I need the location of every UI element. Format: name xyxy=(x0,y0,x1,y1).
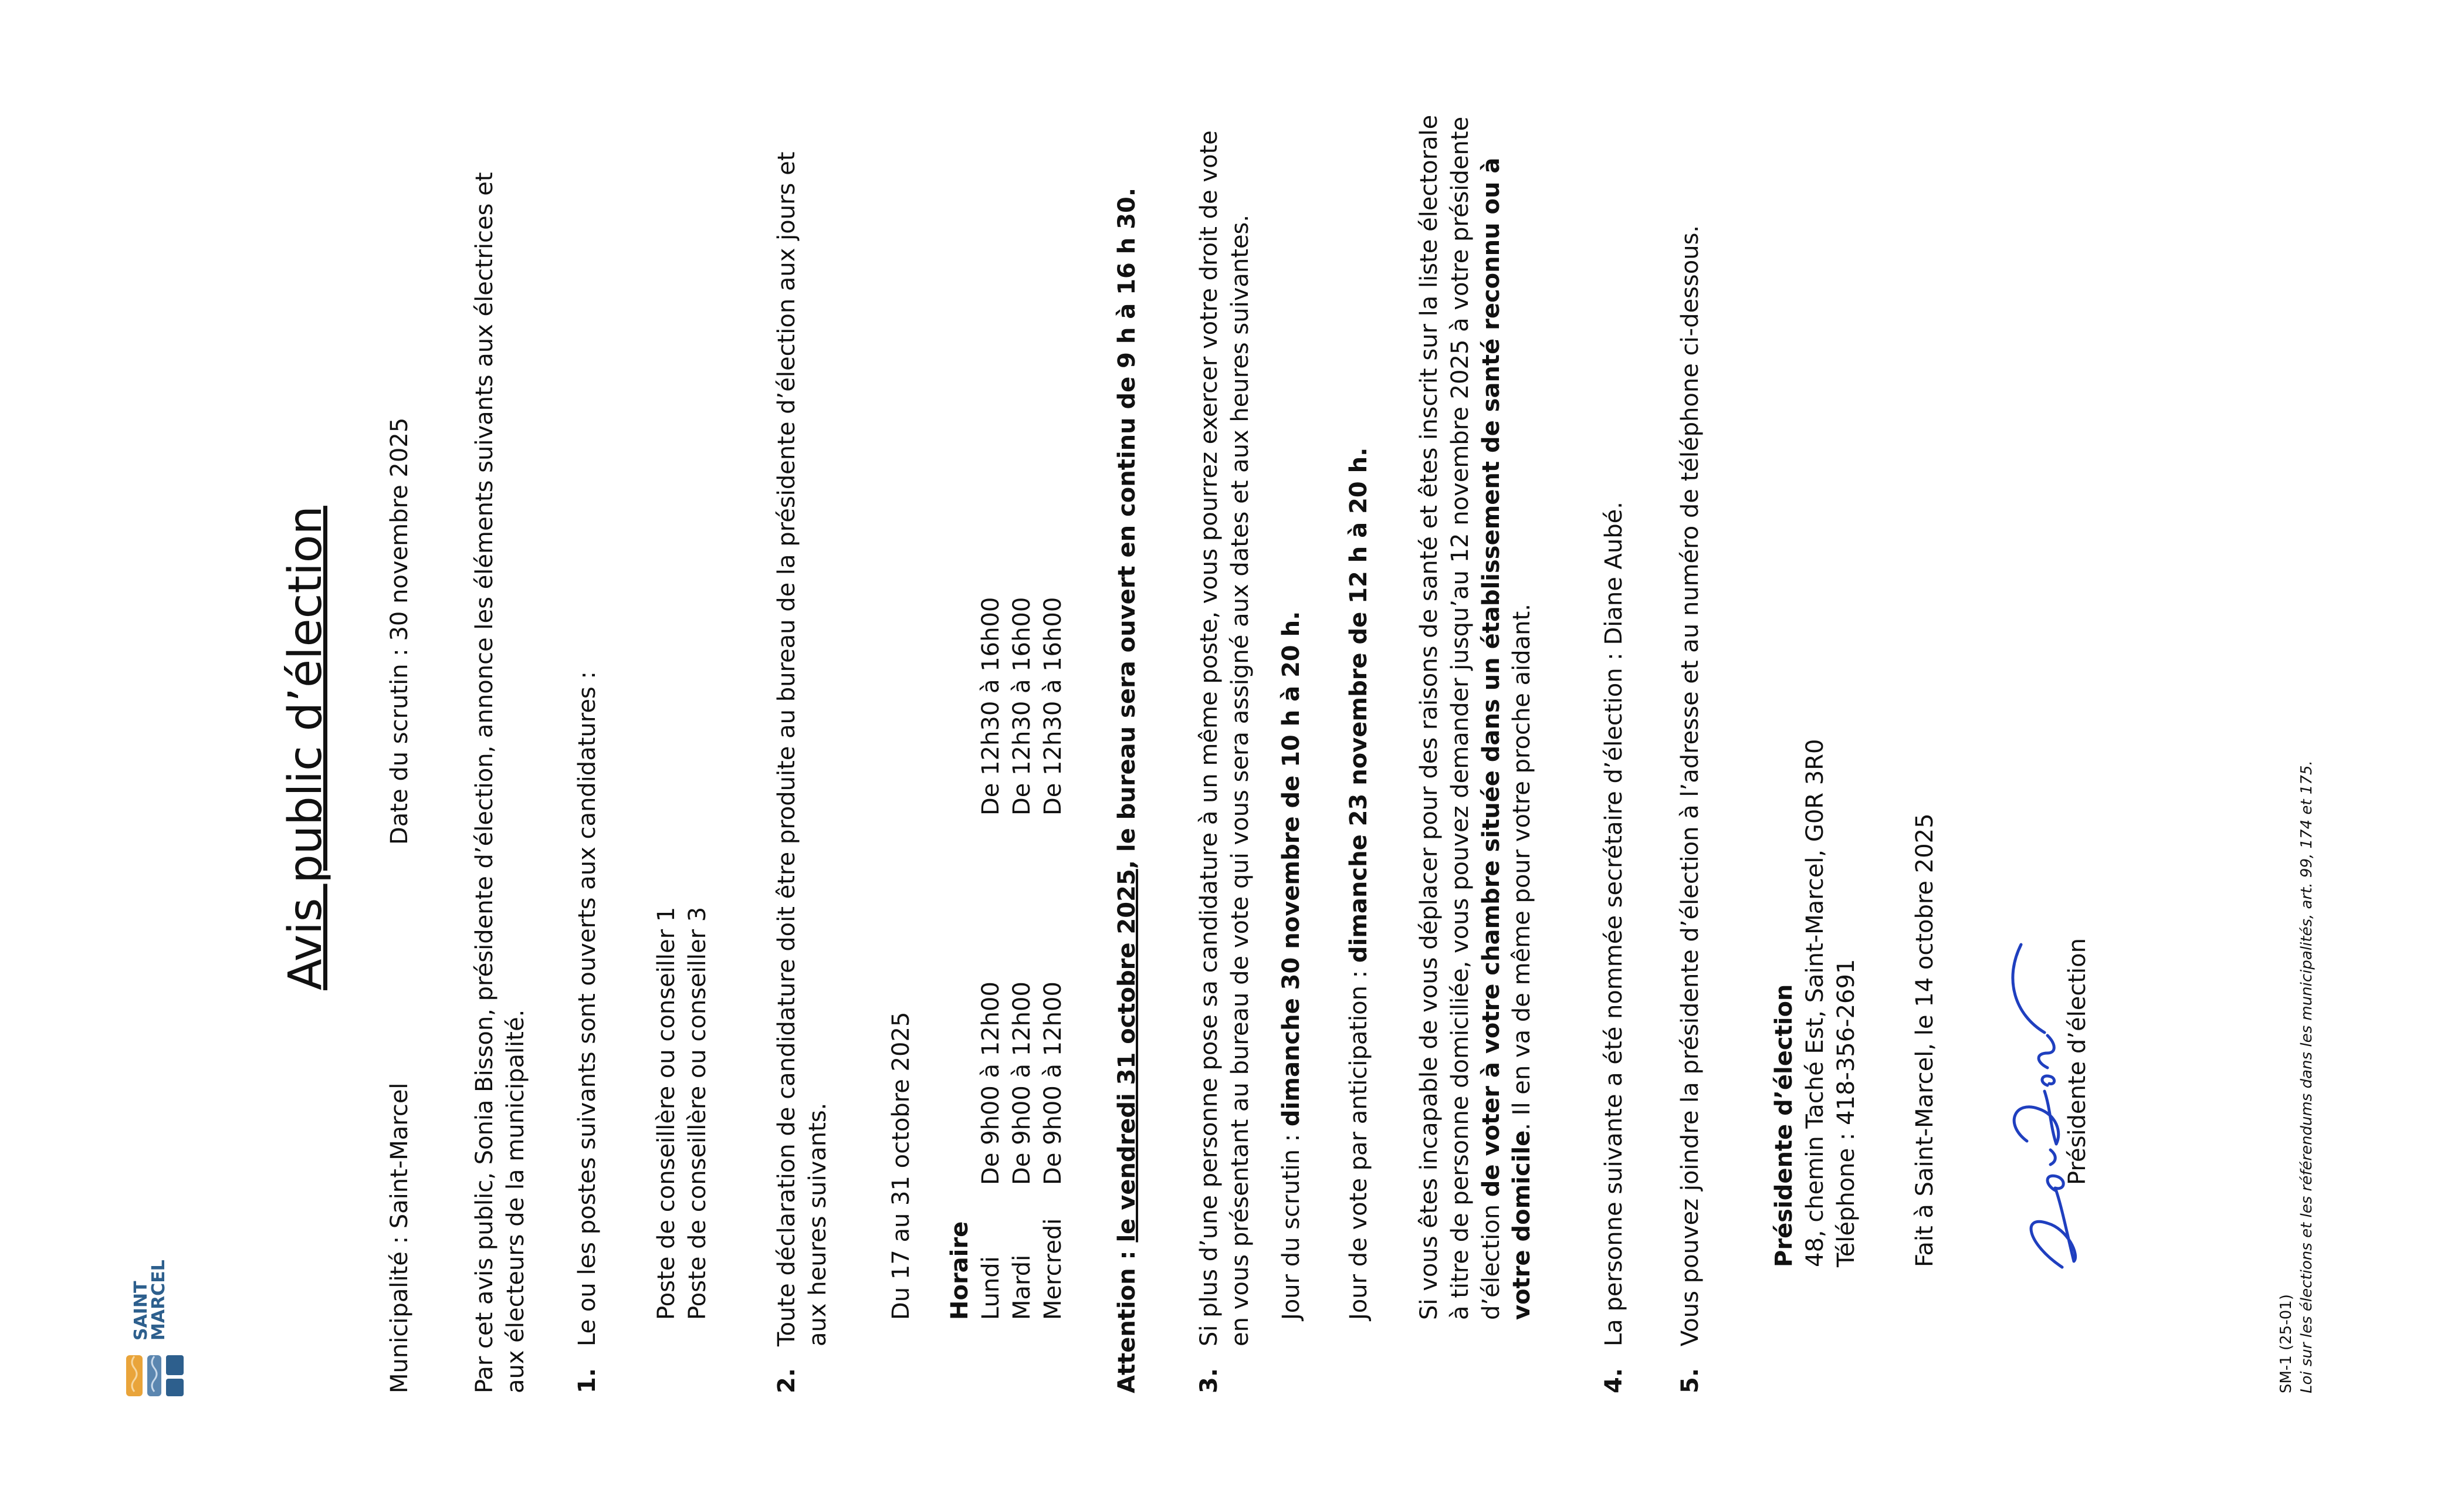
attention-notice xyxy=(1112,126,1143,1393)
voting-day-line xyxy=(1276,53,1307,1320)
section-5-text: Vous pouvez joindre la présidente d’élection à l’adresse et au numéro de téléphone ci-dessous. xyxy=(1677,225,1704,1346)
schedule-morning: De 9h00 à 12h00 xyxy=(977,981,1004,1185)
section-3-number: 3. xyxy=(1196,1368,1223,1393)
contact-title: Présidente d’élection xyxy=(1771,984,1798,1267)
form-code: SM-1 (25-01) xyxy=(2277,1294,2295,1393)
page-title: Avis public d’élection xyxy=(279,506,332,990)
schedule-table xyxy=(945,597,1069,1320)
open-posts-list xyxy=(651,264,713,1320)
section-1 xyxy=(572,126,603,1393)
logo-line-marcel: MARCEL xyxy=(148,1260,169,1341)
section-4-number: 4. xyxy=(1600,1368,1627,1393)
advance-vote-label: Jour de vote par anticipation : xyxy=(1345,963,1372,1320)
section-2-text: Toute déclaration de candidature doit être produite au bureau de la présidente d’élection aux jours et aux heures suivants. xyxy=(773,151,831,1346)
schedule-row xyxy=(976,597,1007,1320)
schedule-morning: De 9h00 à 12h00 xyxy=(1039,981,1067,1185)
section-5 xyxy=(1675,126,1706,1393)
law-reference: Loi sur les élections et les référendums dans les municipalités, art. 99, 174 et 175. xyxy=(2298,760,2316,1393)
signature-caption: Présidente d’élection xyxy=(2064,938,2091,1185)
schedule-morning: De 9h00 à 12h00 xyxy=(1008,981,1035,1185)
election-date-line: Date du scrutin : 30 novembre 2025 xyxy=(386,417,413,845)
voting-day-label: Jour du scrutin : xyxy=(1278,1126,1305,1320)
intro-paragraph: Par cet avis public, Sonia Bisson, présidente d’élection, annonce les éléments suivants aux électrices et aux électeurs de la municipalité. xyxy=(471,172,529,1393)
schedule-day: Mercredi xyxy=(1039,1218,1067,1320)
schedule-day: Mardi xyxy=(1008,1254,1035,1320)
open-post-item: Poste de conseillère ou conseiller 3 xyxy=(683,906,711,1320)
voting-day-value: dimanche 30 novembre de 10 h à 20 h. xyxy=(1278,611,1305,1127)
section-3 xyxy=(1194,126,1256,1393)
logo-wordmark xyxy=(133,1260,168,1341)
logo-line-saint: SAINT xyxy=(131,1281,151,1341)
section-1-text: Le ou les postes suivants sont ouverts aux candidatures : xyxy=(574,671,601,1346)
schedule-row xyxy=(1007,597,1038,1320)
advance-vote-value: dimanche 23 novembre de 12 h à 20 h. xyxy=(1345,447,1372,963)
schedule-afternoon: De 12h30 à 16h00 xyxy=(977,597,1004,815)
schedule-header: Horaire xyxy=(946,1221,973,1320)
section-1-number: 1. xyxy=(574,1368,601,1393)
contact-phone: Téléphone : 418-356-2691 xyxy=(1832,959,1860,1267)
municipality-line: Municipalité : Saint-Marcel xyxy=(386,1082,413,1393)
advance-vote-line xyxy=(1343,53,1375,1320)
attention-hours: , le bureau sera ouvert en continu de 9 h à 16 h 30. xyxy=(1113,187,1140,869)
health-text-part2: . Il en va de même pour votre proche aidant. xyxy=(1508,604,1536,1131)
schedule-day: Lundi xyxy=(977,1256,1004,1320)
schedule-afternoon: De 12h30 à 16h00 xyxy=(1039,597,1067,815)
section-2-number: 2. xyxy=(773,1368,800,1393)
open-post-item: Poste de conseillère ou conseiller 1 xyxy=(653,906,680,1320)
schedule-rows xyxy=(976,597,1069,1320)
section-5-number: 5. xyxy=(1677,1368,1704,1393)
contact-block xyxy=(1769,739,1861,1267)
schedule-afternoon: De 12h30 à 16h00 xyxy=(1008,597,1035,815)
section-4 xyxy=(1599,126,1630,1393)
contact-address: 48, chemin Taché Est, Saint-Marcel, G0R 3R0 xyxy=(1801,739,1829,1267)
attention-prefix: Attention : xyxy=(1113,1242,1140,1393)
schedule-row xyxy=(1038,597,1069,1320)
candidacy-period: Du 17 au 31 octobre 2025 xyxy=(888,1011,915,1320)
health-text-part1: Si vous êtes incapable de vous déplacer pour des raisons de santé et êtes inscrit sur la liste électorale à titre de personne domiciliée, vous pouvez demander jusqu’au 12 novembre 2025 à votre présidente d’élection xyxy=(1416,114,1505,1320)
section-4-text: La personne suivante a été nommée secrétaire d’élection : Diane Aubé. xyxy=(1600,502,1627,1346)
health-vote-paragraph xyxy=(1414,100,1538,1320)
section-3-text: Si plus d’une personne pose sa candidature à un même poste, vous pourrez exercer votre droit de vote en vous présentant au bureau de vote qui vous sera assigné aux dates et aux heures suivantes. xyxy=(1196,130,1254,1346)
made-at-line: Fait à Saint-Marcel, le 14 octobre 2025 xyxy=(1911,813,1938,1267)
section-2 xyxy=(771,126,834,1393)
health-text-bold: de voter à votre chambre située dans un établissement de santé reconnu ou à votre domicile xyxy=(1477,157,1536,1320)
attention-date: le vendredi 31 octobre 2025 xyxy=(1113,869,1140,1243)
